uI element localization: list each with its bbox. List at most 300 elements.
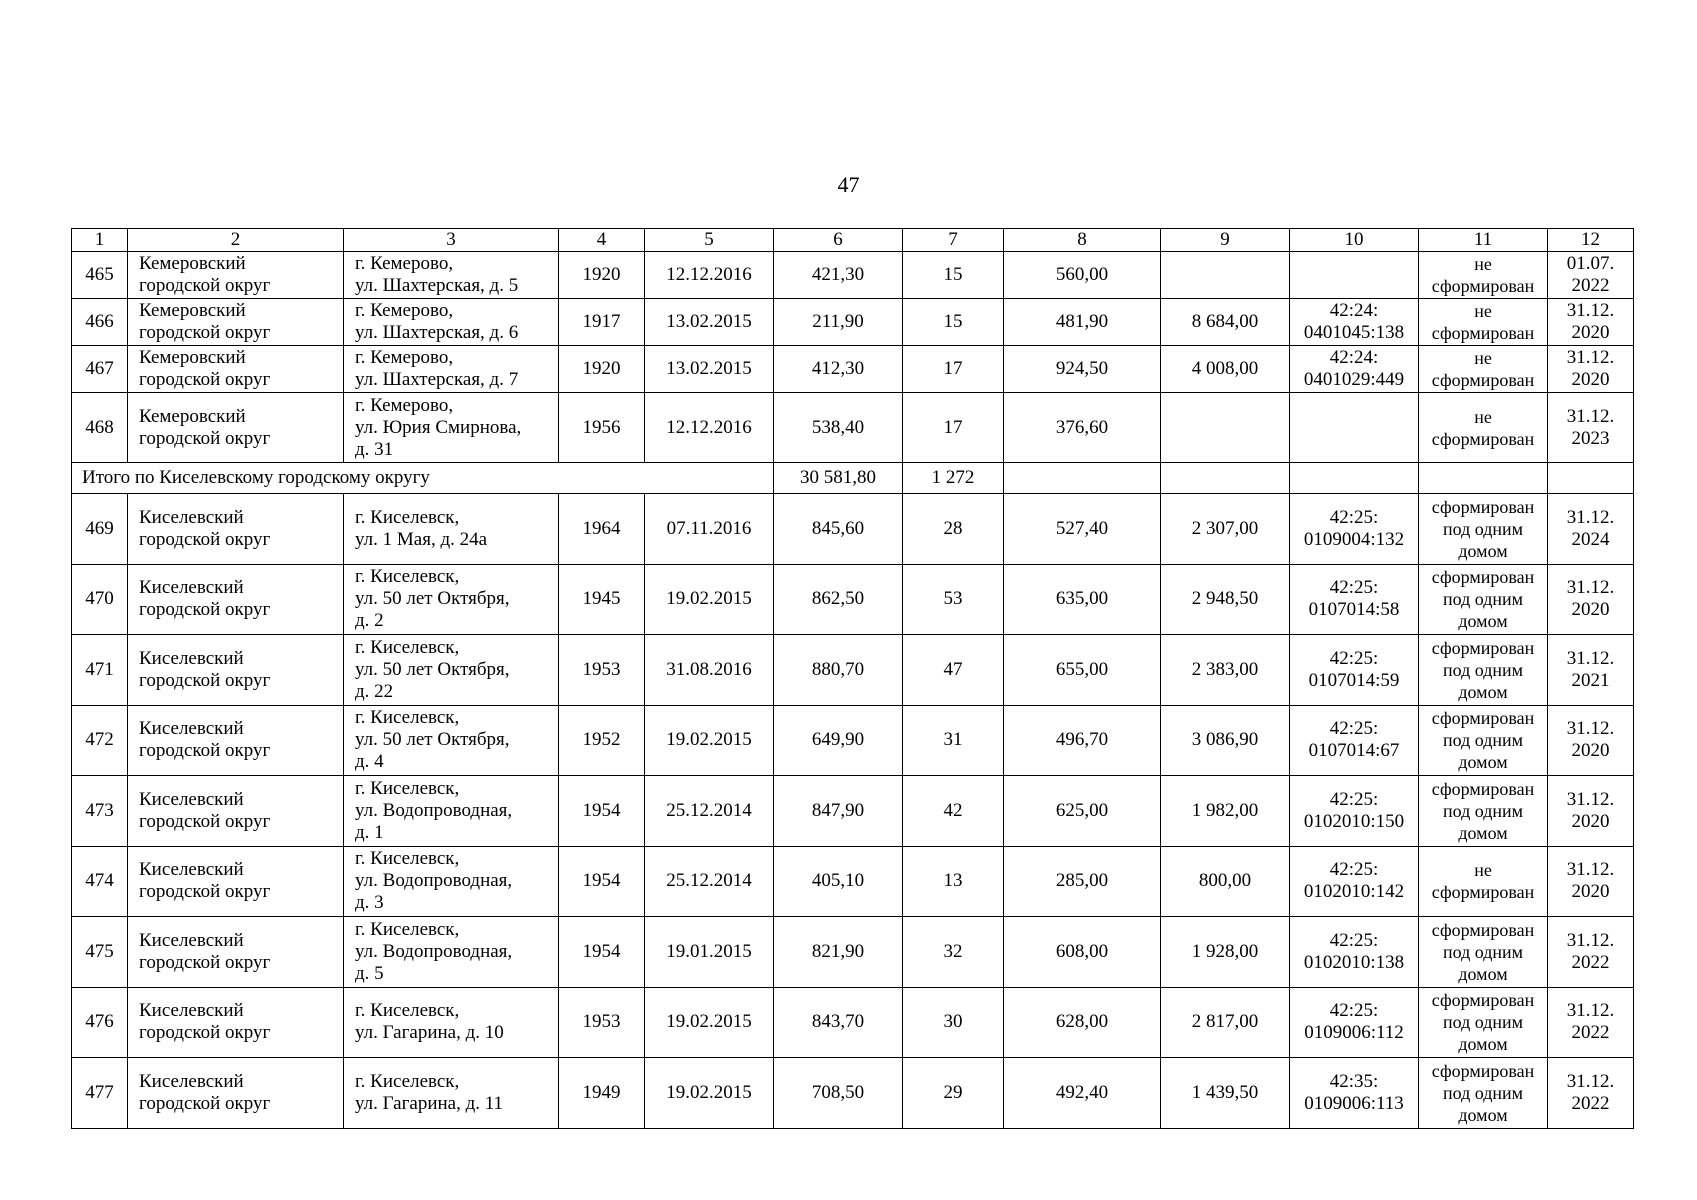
cadastral-cell-line: 42:25: <box>1329 788 1379 810</box>
district-cell <box>128 1058 344 1129</box>
district-cell <box>128 252 344 299</box>
cadastral-cell-line: 0102010:138 <box>1303 951 1405 973</box>
address-cell-line: ул. Водопроводная, <box>355 799 513 821</box>
col8-cell: 628,00 <box>1004 987 1161 1058</box>
address-cell <box>344 346 559 393</box>
deadline-cell-line: 31.12. <box>1566 929 1615 951</box>
year-cell: 1949 <box>559 1058 645 1129</box>
col-header: 11 <box>1419 229 1548 252</box>
cadastral-cell-line: 0107014:58 <box>1308 599 1400 621</box>
address-cell-line: д. 22 <box>355 680 394 702</box>
deadline-cell-line: 31.12. <box>1566 859 1615 881</box>
land-status-cell <box>1419 494 1548 565</box>
land-status-cell-line: сформирован <box>1431 1060 1535 1081</box>
address-cell-line: г. Киселевск, <box>355 918 460 940</box>
row-number: 468 <box>72 393 128 463</box>
date-cell: 19.02.2015 <box>645 564 774 635</box>
address-cell <box>344 393 559 463</box>
address-cell-line: г. Кемерово, <box>355 300 454 321</box>
col9-cell: 2 383,00 <box>1161 635 1290 706</box>
residents-cell: 15 <box>903 299 1004 346</box>
address-cell-line: г. Киселевск, <box>355 1000 460 1022</box>
table-row <box>72 252 1634 299</box>
cadastral-cell-line: 0401045:138 <box>1303 322 1405 343</box>
address-cell-line: г. Киселевск, <box>355 636 460 658</box>
land-status-cell <box>1419 635 1548 706</box>
deadline-cell-line: 2023 <box>1571 427 1610 449</box>
year-cell: 1953 <box>559 635 645 706</box>
col8-cell: 492,40 <box>1004 1058 1161 1129</box>
date-cell: 07.11.2016 <box>645 494 774 565</box>
cadastral-cell-line: 0109006:112 <box>1304 1022 1404 1044</box>
district-cell <box>128 564 344 635</box>
address-cell-line: г. Кемерово, <box>355 394 454 416</box>
address-cell-line: г. Кемерово, <box>355 253 454 274</box>
deadline-cell <box>1548 846 1634 917</box>
district-cell-line: городской округ <box>139 275 271 296</box>
col8-cell: 496,70 <box>1004 705 1161 776</box>
land-status-cell-line: под одним <box>1442 730 1524 751</box>
residents-cell: 29 <box>903 1058 1004 1129</box>
residents-cell: 47 <box>903 635 1004 706</box>
year-cell: 1954 <box>559 846 645 917</box>
area-cell: 421,30 <box>774 252 903 299</box>
residents-cell: 30 <box>903 987 1004 1058</box>
table-row <box>72 393 1634 463</box>
cadastral-cell <box>1290 635 1419 706</box>
residents-cell: 28 <box>903 494 1004 565</box>
district-cell <box>128 705 344 776</box>
district-cell-line: Киселевский <box>139 1070 244 1092</box>
housing-table <box>71 228 1634 1129</box>
total-row <box>72 463 1634 494</box>
address-cell-line: д. 31 <box>355 438 394 460</box>
deadline-cell <box>1548 1058 1634 1129</box>
land-status-cell-line: сформирован <box>1431 567 1535 588</box>
cadastral-cell-line: 42:25: <box>1329 859 1379 881</box>
table-row <box>72 705 1634 776</box>
address-cell-line: д. 1 <box>355 821 384 843</box>
col8-cell: 625,00 <box>1004 776 1161 847</box>
area-cell: 708,50 <box>774 1058 903 1129</box>
district-cell-line: Киселевский <box>139 577 244 599</box>
address-cell <box>344 635 559 706</box>
address-cell <box>344 564 559 635</box>
district-cell-line: Киселевский <box>139 859 244 881</box>
date-cell: 19.01.2015 <box>645 917 774 988</box>
district-cell-line: городской округ <box>139 1022 271 1044</box>
table-row <box>72 917 1634 988</box>
land-status-cell <box>1419 299 1548 346</box>
address-cell-line: г. Киселевск, <box>355 707 460 729</box>
address-cell <box>344 1058 559 1129</box>
land-status-cell-line: домом <box>1458 752 1508 773</box>
cadastral-cell-line: 42:25: <box>1329 1000 1379 1022</box>
row-number: 474 <box>72 846 128 917</box>
col8-cell: 376,60 <box>1004 393 1161 463</box>
land-status-cell-line: сформирован <box>1431 708 1535 729</box>
deadline-cell-line: 2020 <box>1571 599 1610 621</box>
land-status-cell <box>1419 1058 1548 1129</box>
cadastral-cell-line: 0107014:59 <box>1308 669 1400 691</box>
district-cell-line: Киселевский <box>139 788 244 810</box>
cadastral-cell-line: 0107014:67 <box>1308 740 1400 762</box>
address-cell-line: ул. Водопроводная, <box>355 940 513 962</box>
cadastral-cell-line: 0102010:150 <box>1303 810 1405 832</box>
date-cell: 19.02.2015 <box>645 705 774 776</box>
area-cell: 847,90 <box>774 776 903 847</box>
land-status-cell-line: сформирован <box>1431 637 1535 658</box>
empty-cell <box>1419 463 1548 494</box>
cadastral-cell <box>1290 346 1419 393</box>
land-status-cell-line: сформирован <box>1431 428 1535 449</box>
col8-cell: 924,50 <box>1004 346 1161 393</box>
table-row <box>72 776 1634 847</box>
land-status-cell-line: под одним <box>1442 518 1524 539</box>
district-cell-line: Кемеровский <box>139 347 246 368</box>
residents-cell: 31 <box>903 705 1004 776</box>
date-cell: 13.02.2015 <box>645 299 774 346</box>
row-number: 466 <box>72 299 128 346</box>
deadline-cell <box>1548 987 1634 1058</box>
deadline-cell-line: 31.12. <box>1566 1000 1615 1022</box>
cadastral-cell-line: 0401029:449 <box>1303 369 1405 390</box>
land-status-cell-line: домом <box>1458 681 1508 702</box>
land-status-cell-line: домом <box>1458 963 1508 984</box>
total-residents: 1 272 <box>903 463 1004 494</box>
col-header: 2 <box>128 229 344 252</box>
land-status-cell-line: сформирован <box>1431 778 1535 799</box>
land-status-cell-line: домом <box>1458 540 1508 561</box>
land-status-cell-line: не <box>1474 406 1492 427</box>
cadastral-cell <box>1290 299 1419 346</box>
district-cell-line: городской округ <box>139 740 271 762</box>
address-cell-line: г. Киселевск, <box>355 777 460 799</box>
address-cell-line: д. 3 <box>355 892 384 914</box>
empty-cell <box>1290 463 1419 494</box>
district-cell-line: городской округ <box>139 951 271 973</box>
col9-cell: 2 948,50 <box>1161 564 1290 635</box>
deadline-cell-line: 2020 <box>1571 740 1610 762</box>
address-cell <box>344 252 559 299</box>
land-status-cell-line: домом <box>1458 1034 1508 1055</box>
address-cell <box>344 917 559 988</box>
cadastral-cell-line: 0102010:142 <box>1303 881 1405 903</box>
district-cell <box>128 393 344 463</box>
col9-cell: 3 086,90 <box>1161 705 1290 776</box>
year-cell: 1952 <box>559 705 645 776</box>
cadastral-cell <box>1290 917 1419 988</box>
col9-cell: 2 817,00 <box>1161 987 1290 1058</box>
year-cell: 1917 <box>559 299 645 346</box>
address-cell-line: г. Киселевск, <box>355 1070 460 1092</box>
col8-cell: 655,00 <box>1004 635 1161 706</box>
row-number: 477 <box>72 1058 128 1129</box>
col9-cell: 1 439,50 <box>1161 1058 1290 1129</box>
year-cell: 1920 <box>559 252 645 299</box>
address-cell-line: д. 4 <box>355 751 384 773</box>
empty-cell <box>1161 463 1290 494</box>
date-cell: 31.08.2016 <box>645 635 774 706</box>
address-cell <box>344 846 559 917</box>
area-cell: 845,60 <box>774 494 903 565</box>
deadline-cell-line: 31.12. <box>1566 647 1615 669</box>
cadastral-cell <box>1290 776 1419 847</box>
land-status-cell-line: под одним <box>1442 800 1524 821</box>
cadastral-cell <box>1290 987 1419 1058</box>
col9-cell: 800,00 <box>1161 846 1290 917</box>
deadline-cell-line: 2020 <box>1571 881 1610 903</box>
district-cell-line: Кемеровский <box>139 300 246 321</box>
address-cell-line: ул. Шахтерская, д. 5 <box>355 275 519 296</box>
land-status-cell-line: под одним <box>1442 1082 1524 1103</box>
address-cell-line: ул. 50 лет Октября, <box>355 729 510 751</box>
address-cell-line: г. Кемерово, <box>355 347 454 368</box>
area-cell: 843,70 <box>774 987 903 1058</box>
district-cell-line: Киселевский <box>139 647 244 669</box>
deadline-cell-line: 31.12. <box>1566 506 1615 528</box>
deadline-cell-line: 01.07. <box>1566 253 1615 274</box>
cadastral-cell <box>1290 494 1419 565</box>
land-status-cell <box>1419 564 1548 635</box>
district-cell-line: городской округ <box>139 881 271 903</box>
district-cell <box>128 776 344 847</box>
year-cell: 1920 <box>559 346 645 393</box>
col9-cell: 4 008,00 <box>1161 346 1290 393</box>
land-status-cell <box>1419 393 1548 463</box>
deadline-cell-line: 31.12. <box>1566 577 1615 599</box>
deadline-cell-line: 31.12. <box>1566 1070 1615 1092</box>
year-cell: 1964 <box>559 494 645 565</box>
cadastral-cell <box>1290 564 1419 635</box>
col-header: 6 <box>774 229 903 252</box>
district-cell-line: Киселевский <box>139 506 244 528</box>
col9-cell: 2 307,00 <box>1161 494 1290 565</box>
deadline-cell-line: 2021 <box>1571 669 1610 691</box>
year-cell: 1945 <box>559 564 645 635</box>
area-cell: 880,70 <box>774 635 903 706</box>
deadline-cell-line: 2022 <box>1571 951 1610 973</box>
cadastral-cell-line: 42:24: <box>1329 347 1379 368</box>
col-header: 4 <box>559 229 645 252</box>
deadline-cell <box>1548 705 1634 776</box>
district-cell-line: Кемеровский <box>139 253 246 274</box>
total-label: Итого по Киселевскому городскому округу <box>72 463 774 494</box>
col9-cell <box>1161 252 1290 299</box>
district-cell-line: городской округ <box>139 369 271 390</box>
district-cell <box>128 299 344 346</box>
col-header: 10 <box>1290 229 1419 252</box>
col-header: 8 <box>1004 229 1161 252</box>
col8-cell: 527,40 <box>1004 494 1161 565</box>
table-row <box>72 564 1634 635</box>
address-cell-line: г. Киселевск, <box>355 848 460 870</box>
land-status-cell-line: сформирован <box>1431 990 1535 1011</box>
empty-cell <box>1548 463 1634 494</box>
row-number: 469 <box>72 494 128 565</box>
table-row <box>72 846 1634 917</box>
deadline-cell <box>1548 917 1634 988</box>
residents-cell: 42 <box>903 776 1004 847</box>
district-cell <box>128 987 344 1058</box>
address-cell <box>344 299 559 346</box>
address-cell-line: ул. Гагарина, д. 10 <box>355 1022 504 1044</box>
land-status-cell-line: под одним <box>1442 659 1524 680</box>
residents-cell: 53 <box>903 564 1004 635</box>
col9-cell <box>1161 393 1290 463</box>
deadline-cell-line: 2020 <box>1571 322 1610 343</box>
land-status-cell-line: под одним <box>1442 589 1524 610</box>
deadline-cell-line: 2020 <box>1571 369 1610 390</box>
address-cell <box>344 705 559 776</box>
row-number: 467 <box>72 346 128 393</box>
address-cell-line: г. Киселевск, <box>355 506 460 528</box>
land-status-cell-line: сформирован <box>1431 496 1535 517</box>
district-cell <box>128 346 344 393</box>
cadastral-cell-line: 0109004:132 <box>1303 528 1405 550</box>
cadastral-cell <box>1290 393 1419 463</box>
residents-cell: 17 <box>903 393 1004 463</box>
deadline-cell <box>1548 776 1634 847</box>
district-cell <box>128 917 344 988</box>
col9-cell: 1 928,00 <box>1161 917 1290 988</box>
cadastral-cell <box>1290 705 1419 776</box>
deadline-cell-line: 2020 <box>1571 810 1610 832</box>
date-cell: 25.12.2014 <box>645 846 774 917</box>
address-cell-line: ул. Юрия Смирнова, <box>355 416 522 438</box>
land-status-cell-line: под одним <box>1442 941 1524 962</box>
row-number: 473 <box>72 776 128 847</box>
deadline-cell <box>1548 252 1634 299</box>
date-cell: 19.02.2015 <box>645 1058 774 1129</box>
district-cell-line: Киселевский <box>139 1000 244 1022</box>
address-cell-line: ул. 50 лет Октября, <box>355 588 510 610</box>
year-cell: 1953 <box>559 987 645 1058</box>
deadline-cell-line: 2022 <box>1571 1092 1610 1114</box>
deadline-cell-line: 31.12. <box>1566 718 1615 740</box>
year-cell: 1954 <box>559 917 645 988</box>
row-number: 471 <box>72 635 128 706</box>
deadline-cell <box>1548 635 1634 706</box>
district-cell-line: Киселевский <box>139 929 244 951</box>
col-header: 3 <box>344 229 559 252</box>
district-cell <box>128 494 344 565</box>
area-cell: 412,30 <box>774 346 903 393</box>
cadastral-cell <box>1290 252 1419 299</box>
date-cell: 12.12.2016 <box>645 393 774 463</box>
cadastral-cell <box>1290 1058 1419 1129</box>
address-cell <box>344 494 559 565</box>
land-status-cell-line: сформирован <box>1431 323 1535 343</box>
year-cell: 1956 <box>559 393 645 463</box>
address-cell-line: д. 2 <box>355 610 384 632</box>
total-area: 30 581,80 <box>774 463 903 494</box>
date-cell: 13.02.2015 <box>645 346 774 393</box>
cadastral-cell-line: 42:25: <box>1329 647 1379 669</box>
cadastral-cell-line: 42:25: <box>1329 506 1379 528</box>
row-number: 476 <box>72 987 128 1058</box>
district-cell-line: городской округ <box>139 427 271 449</box>
land-status-cell-line: сформирован <box>1431 370 1535 390</box>
col8-cell: 560,00 <box>1004 252 1161 299</box>
residents-cell: 15 <box>903 252 1004 299</box>
address-cell-line: ул. 1 Мая, д. 24а <box>355 528 488 550</box>
district-cell <box>128 635 344 706</box>
col-header: 1 <box>72 229 128 252</box>
land-status-cell-line: домом <box>1458 1104 1508 1125</box>
land-status-cell <box>1419 846 1548 917</box>
cadastral-cell-line: 42:24: <box>1329 300 1379 321</box>
land-status-cell-line: домом <box>1458 611 1508 632</box>
district-cell-line: городской округ <box>139 810 271 832</box>
year-cell: 1954 <box>559 776 645 847</box>
land-status-cell-line: сформирован <box>1431 276 1535 296</box>
area-cell: 538,40 <box>774 393 903 463</box>
deadline-cell-line: 31.12. <box>1566 405 1615 427</box>
residents-cell: 17 <box>903 346 1004 393</box>
row-number: 472 <box>72 705 128 776</box>
land-status-cell-line: не <box>1474 301 1492 321</box>
address-cell-line: ул. Шахтерская, д. 7 <box>355 369 519 390</box>
deadline-cell-line: 2022 <box>1571 275 1610 296</box>
table-row <box>72 346 1634 393</box>
deadline-cell <box>1548 393 1634 463</box>
district-cell-line: городской округ <box>139 669 271 691</box>
land-status-cell-line: под одним <box>1442 1012 1524 1033</box>
col-header: 7 <box>903 229 1004 252</box>
deadline-cell-line: 31.12. <box>1566 347 1615 368</box>
district-cell-line: городской округ <box>139 1092 271 1114</box>
address-cell-line: г. Киселевск, <box>355 566 460 588</box>
cadastral-cell-line: 42:35: <box>1329 1070 1379 1092</box>
col9-cell: 1 982,00 <box>1161 776 1290 847</box>
district-cell-line: городской округ <box>139 322 271 343</box>
address-cell-line: д. 5 <box>355 962 384 984</box>
row-number: 465 <box>72 252 128 299</box>
deadline-cell-line: 2024 <box>1571 528 1610 550</box>
district-cell-line: Киселевский <box>139 718 244 740</box>
deadline-cell <box>1548 494 1634 565</box>
address-cell <box>344 987 559 1058</box>
cadastral-cell <box>1290 846 1419 917</box>
table-row <box>72 1058 1634 1129</box>
date-cell: 12.12.2016 <box>645 252 774 299</box>
residents-cell: 32 <box>903 917 1004 988</box>
land-status-cell <box>1419 252 1548 299</box>
date-cell: 19.02.2015 <box>645 987 774 1058</box>
address-cell-line: ул. 50 лет Октября, <box>355 658 510 680</box>
land-status-cell <box>1419 346 1548 393</box>
col-header: 9 <box>1161 229 1290 252</box>
col8-cell: 635,00 <box>1004 564 1161 635</box>
col8-cell: 481,90 <box>1004 299 1161 346</box>
deadline-cell-line: 2022 <box>1571 1022 1610 1044</box>
cadastral-cell-line: 0109006:113 <box>1304 1092 1404 1114</box>
date-cell: 25.12.2014 <box>645 776 774 847</box>
district-cell-line: городской округ <box>139 528 271 550</box>
address-cell-line: ул. Гагарина, д. 11 <box>355 1092 504 1114</box>
district-cell <box>128 846 344 917</box>
col-header: 5 <box>645 229 774 252</box>
land-status-cell <box>1419 917 1548 988</box>
area-cell: 405,10 <box>774 846 903 917</box>
land-status-cell <box>1419 705 1548 776</box>
table-row <box>72 987 1634 1058</box>
row-number: 475 <box>72 917 128 988</box>
col8-cell: 608,00 <box>1004 917 1161 988</box>
col9-cell: 8 684,00 <box>1161 299 1290 346</box>
cadastral-cell-line: 42:25: <box>1329 577 1379 599</box>
